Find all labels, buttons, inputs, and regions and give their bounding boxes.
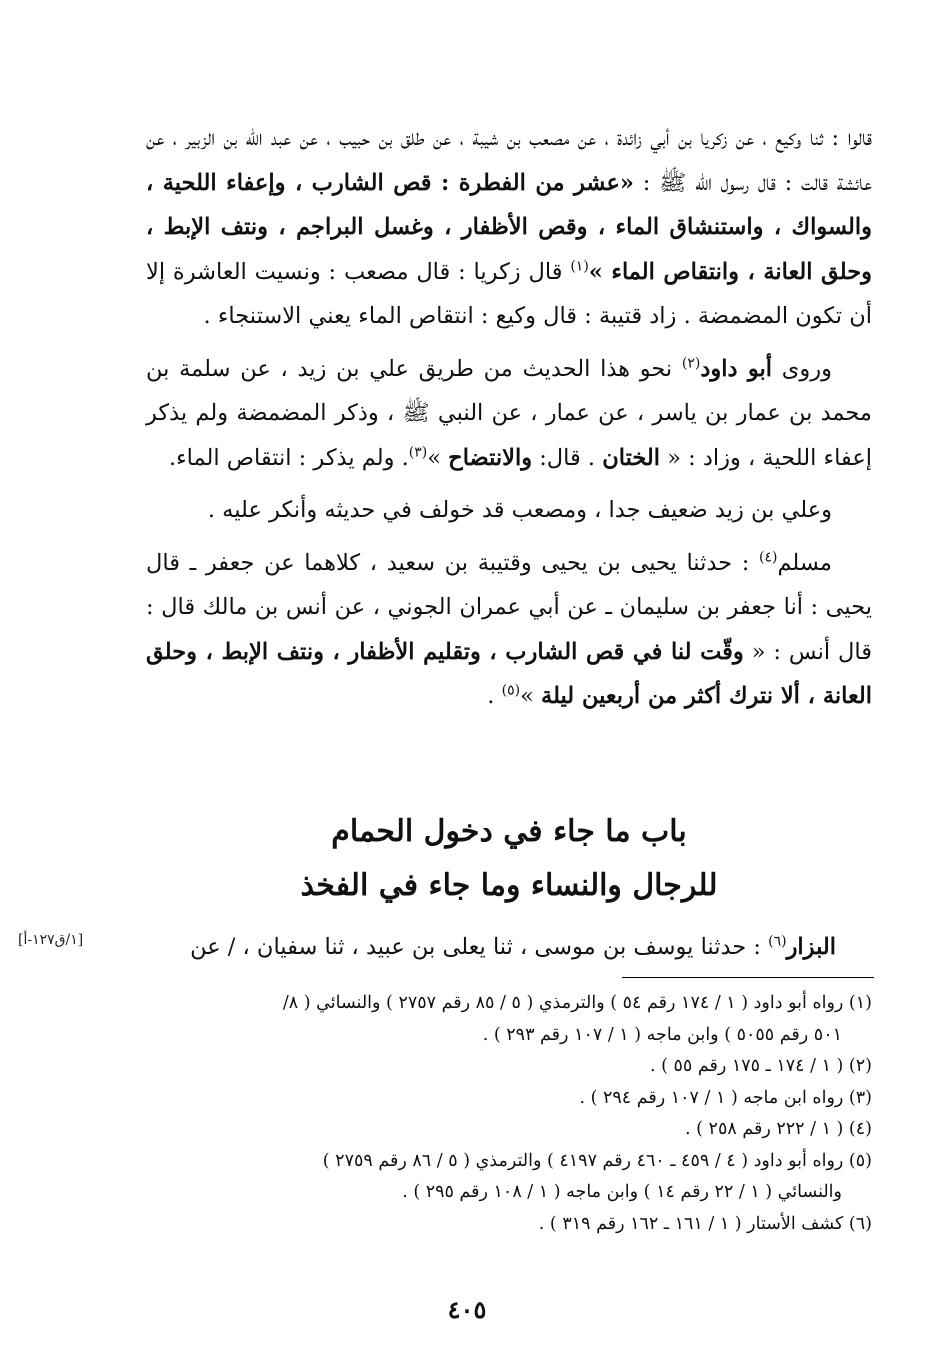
manuscript-reference: [١/ق١٢٧-أ] (18, 932, 84, 948)
footnote-ref: (٣) (408, 444, 428, 460)
paragraph-bazzar (136, 925, 836, 969)
footnote-ref: (٤) (758, 549, 778, 565)
text-run: وعلي بن زيد ضعيف جدا ، ومصعب قد خولف في حديثه وأنكر عليه . (207, 497, 832, 523)
text-run: وروى (772, 355, 832, 382)
footnote: (٢) ( ١ / ١٧٤ ـ ١٧٥ رقم ٥٥ ) . (649, 1056, 872, 1076)
footnote-continuation: والنسائي ( ١ / ٢٢ رقم ١٤ ) وابن ماجه ( ١ / ١٠٨ رقم ٢٩٥ ) . (402, 1182, 842, 1202)
page-number: ٤٠٥ (447, 1295, 487, 1324)
text-run: . ولم يذكر : انتقاص الماء. (168, 444, 409, 471)
footnote: (٤) ( ١ / ٢٢٢ رقم ٢٥٨ ) . (685, 1119, 872, 1139)
text-run: » (520, 683, 541, 709)
footnote: (٥) رواه أبو داود ( ٤ / ٤٥٩ ـ ٤٦٠ رقم ٤١٩٧ ) والترمذي ( ٥ / ٨٦ رقم ٢٧٥٩ ) (322, 1150, 872, 1171)
footnote-continuation: ٥٠١ رقم ٥٠٥٥ ) وابن ماجه ( ١ / ١٠٧ رقم ٢٩٣ ) . (482, 1024, 842, 1045)
footnote: (١) رواه أبو داود ( ١ / ١٧٤ رقم ٥٤ ) والترمذي ( ٥ / ٨٥ رقم ٢٧٥٧ ) والنسائي ( ٨/ (282, 993, 872, 1013)
footnote-separator (622, 977, 874, 978)
bold-text: وقّت لنا في قص الشارب ، وتقليم الأظفار ، ونتف الإبط ، وحلق العانة ، ألا نترك أكثر من أربعين ليلة (146, 638, 872, 709)
paragraph-hadith-aisha (146, 116, 872, 339)
text-run: قالوا : ثنا وكيع ، عن زكريا بن أبي زائدة ، عن مصعب بن شيبة ، عن طلق بن حبيب ، عن عبد الله بن الزبير ، عن عائشة قالت : قال رسول الله ﷺ : (146, 125, 872, 196)
footnotes (146, 988, 872, 1240)
text-run: قال زكريا : قال مصعب : ونسيت العاشرة إلا أن تكون المضمضة . زاد قتيبة : قال وكيع : انتقاص الماء يعني الاستنجاء . (146, 258, 872, 329)
main-text (146, 116, 872, 719)
paragraph-muslim (146, 541, 872, 719)
text-run: : حدثنا يحيى بن يحيى وقتيبة بن سعيد ، كلاهما عن جعفر ـ قال يحيى : أنا جعفر بن سليمان ـ عن أبي عمران الجوني ، عن أنس بن مالك قال : قال أنس : « (146, 549, 872, 665)
text-run: مسلم (777, 549, 832, 576)
text-run: . قال: (532, 444, 603, 471)
footnote: (٦) كشف الأستار ( ١ / ١٦١ ـ ١٦٢ رقم ٣١٩ ) . (538, 1213, 872, 1234)
chapter-heading-line-2: للرجال والنساء وما جاء في الفخذ (300, 868, 718, 903)
text-run: نحو هذا الحديث من طريق علي بن زيد ، عن سلمة بن محمد بن عمار بن ياسر ، عن عمار ، عن النبي ﷺ ، وذكر المضمضة ولم يذكر إعفاء اللحية ، وزاد : « (146, 355, 872, 471)
bold-text: أبو داود (700, 355, 773, 382)
text-run: . (487, 683, 502, 709)
bold-text: والانتضاح (448, 444, 533, 471)
paragraph-abu-dawud (146, 347, 872, 481)
footnote-ref: (٢) (681, 355, 701, 371)
footnote: (٣) رواه ابن ماجه ( ١ / ١٠٧ رقم ٢٩٤ ) . (579, 1087, 872, 1108)
footnote-ref: (٥) (501, 682, 521, 699)
paragraph-ali-bin-zaid (146, 488, 872, 533)
isnad-text: : حدثنا يوسف بن موسى ، ثنا يعلى بن عبيد ، ثنا سفيان ، / عن (190, 934, 769, 960)
bold-text: الختان (602, 444, 661, 471)
narrator-name: البزار (786, 934, 836, 960)
footnote-ref: (١) (570, 258, 589, 274)
chapter-heading-line-1: باب ما جاء في دخول الحمام (331, 814, 687, 849)
footnote-ref: (٦) (768, 933, 787, 950)
bold-text: «عشر من الفطرة : قص الشارب ، وإعفاء اللحية ، والسواك ، واستنشاق الماء ، وقص الأظفار ، وغسل البراجم ، ونتف الإبط ، وحلق العانة ، وانتقاص الماء » (146, 169, 873, 285)
text-run: » (427, 444, 449, 471)
